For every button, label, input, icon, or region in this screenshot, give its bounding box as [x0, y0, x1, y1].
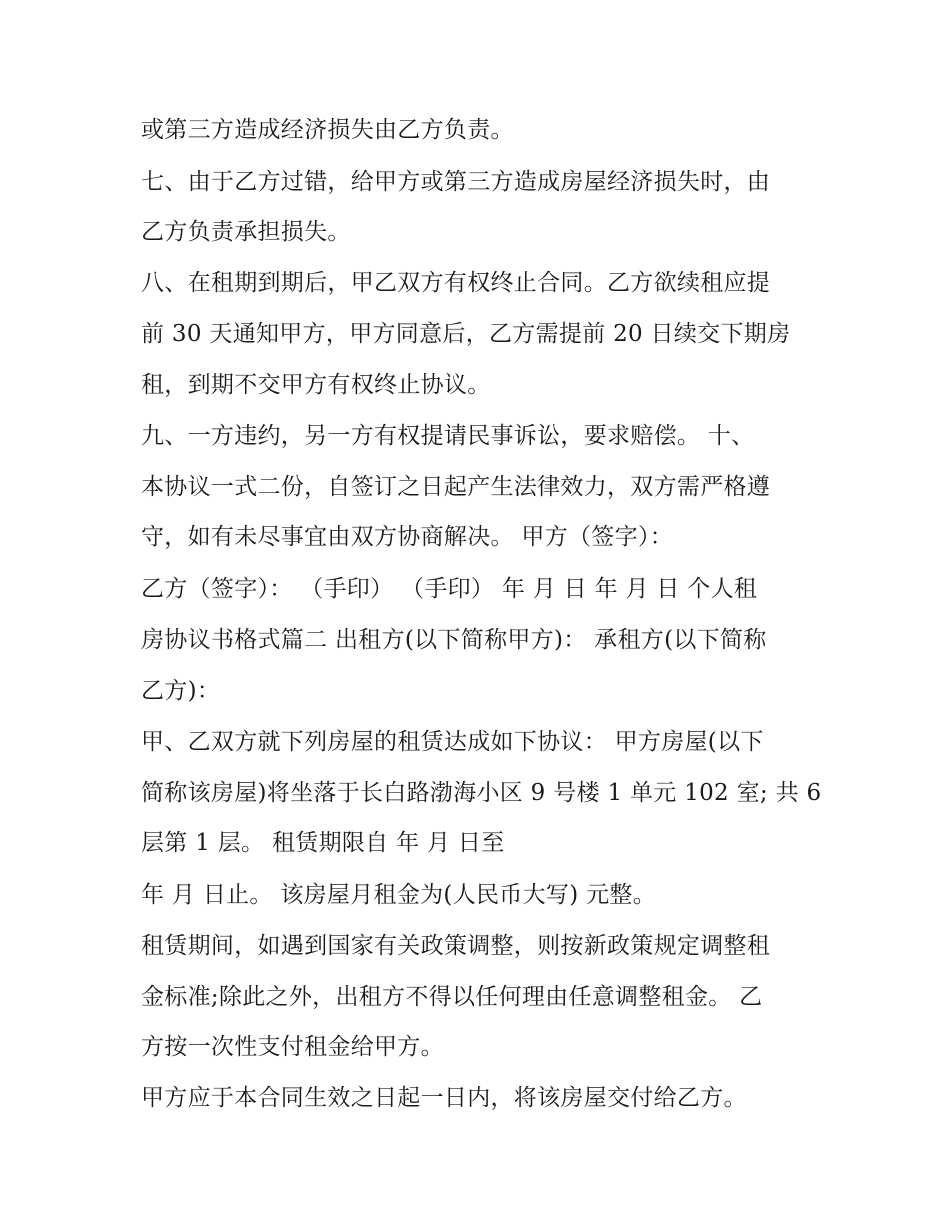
text-line: 或第三方造成经济损失由乙方负责。: [141, 117, 514, 143]
text-line: 七、由于乙方过错，给甲方或第三方造成房屋经济损失时，由: [141, 169, 771, 195]
text-line: 甲、乙双方就下列房屋的租赁达成如下协议： 甲方房屋(以下: [141, 729, 764, 755]
text-line: 守，如有未尽事宜由双方协商解决。 甲方（签字）：: [141, 524, 674, 550]
text-line: 乙方负责承担损失。: [141, 219, 351, 245]
text-line: 年 月 日止。 该房屋月租金为(人民币大写) 元整。: [141, 882, 656, 908]
text-line: 层第 1 层。 租赁期限自 年 月 日至: [141, 830, 505, 856]
text-line: 租赁期间，如遇到国家有关政策调整，则按新政策规定调整租: [141, 933, 771, 959]
text-line: 八、在租期到期后，甲乙双方有权终止合同。乙方欲续租应提: [141, 270, 771, 296]
text-line: 租，到期不交甲方有权终止协议。: [141, 372, 491, 398]
text-line: 金标准;除此之外，出租方不得以任何理由任意调整租金。 乙: [141, 984, 763, 1010]
text-line: 乙方)：: [141, 678, 221, 704]
text-line: 简称该房屋)将坐落于长白路渤海小区 9 号楼 1 单元 102 室; 共 6: [141, 780, 822, 806]
text-line: 乙方（签字）： （手印） （手印） 年 月 日 年 月 日 个人租: [141, 576, 758, 602]
text-line: 房协议书格式篇二 出租方(以下简称甲方)： 承租方(以下简称: [141, 627, 767, 653]
text-line: 前 30 天通知甲方，甲方同意后，乙方需提前 20 日续交下期房: [141, 321, 791, 347]
text-line: 甲方应于本合同生效之日起一日内，将该房屋交付给乙方。: [141, 1085, 747, 1111]
text-line: 方按一次性支付租金给甲方。: [141, 1034, 444, 1060]
text-line: 九、一方违约，另一方有权提请民事诉讼，要求赔偿。 十、: [141, 423, 755, 449]
text-line: 本协议一式二份，自签订之日起产生法律效力，双方需严格遵: [141, 474, 771, 500]
